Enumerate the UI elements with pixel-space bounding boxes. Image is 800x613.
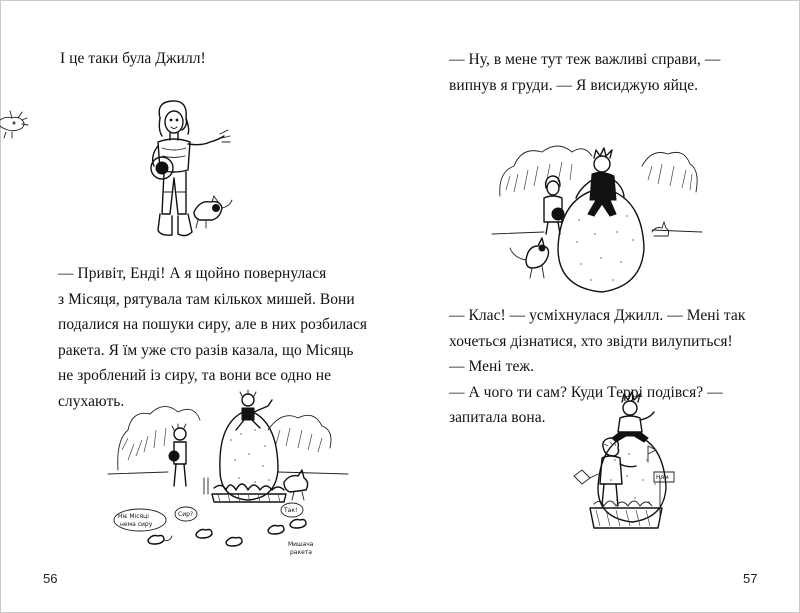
text-line: слухають.: [58, 392, 125, 410]
text-line: — Ну, в мене тут теж важливі справи, —: [449, 51, 721, 68]
text-line: — Клас! — усміхнулася Джилл. — Мені так: [449, 307, 746, 324]
caption-line-1: Мишача: [288, 541, 314, 548]
text-line: — А чого ти сам? Куди Террі подівся? —: [449, 383, 723, 401]
text-line: І це таки була Джилл!: [60, 50, 206, 67]
text-line: запитала вона.: [449, 409, 546, 426]
text-line: не зроблений із сиру, та вони все одно не: [58, 367, 332, 384]
right-page: [400, 0, 800, 613]
cow-head-doodle-icon: [0, 108, 30, 140]
bubble-text-3: Так!: [284, 507, 298, 514]
girl-in-space-suit-icon: [130, 96, 240, 251]
boy-sitting-on-egg-with-girl-and-cat-icon: [492, 136, 702, 296]
sign-label: Ням: [656, 474, 669, 481]
text-line: подалися на пошуки сиру, але в них розбилася: [58, 316, 368, 333]
bubble-text-1b: нема сиру: [120, 521, 153, 528]
text-line: з Місяця, рятувала там кількох мишей. Вони: [58, 290, 355, 308]
right-paragraph-1: [449, 47, 720, 98]
text-line: — Мені теж.: [449, 358, 535, 375]
bubble-text-1: Ніє Місяці: [118, 513, 149, 520]
text-line: хочеться дізнатися, хто звідти вилупиться!: [449, 332, 733, 350]
caption-line-2: ракета: [290, 549, 312, 556]
text-line: ракета. Я їм уже сто разів казала, що Місяць: [58, 341, 354, 359]
bubble-text-2: Сир?: [178, 511, 194, 518]
text-line: — Привіт, Енді! А я щойно повернулася: [58, 265, 327, 282]
page-number: 56: [43, 571, 58, 586]
boy-on-giant-egg-with-mice-icon: [108, 390, 358, 560]
boy-on-egg-girl-watering-icon: [570, 388, 700, 548]
left-paragraph-1: [60, 46, 206, 72]
page-number: 57: [743, 571, 758, 586]
text-line: випнув я груди. — Я висиджую яйце.: [449, 76, 699, 94]
